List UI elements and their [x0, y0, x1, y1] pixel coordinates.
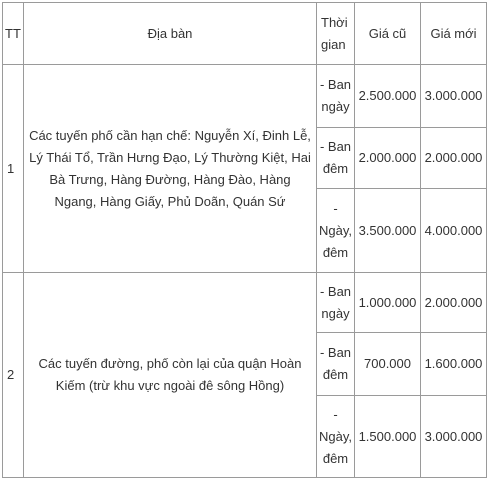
row-old-price: 1.000.000	[355, 273, 421, 333]
header-tt: TT	[3, 3, 24, 65]
row-new-price: 2.000.000	[421, 273, 487, 333]
time-line1: -	[333, 200, 338, 216]
row-new-price: 3.000.000	[421, 65, 487, 128]
row-new-price: 3.000.000	[421, 396, 487, 478]
row-time	[317, 189, 355, 273]
row-new-price: 2.000.000	[421, 128, 487, 189]
header-area: Địa bàn	[24, 3, 317, 65]
header-time-line1: Thời	[321, 14, 348, 30]
time-line1: -	[333, 406, 338, 422]
row-tt: 1	[3, 65, 24, 273]
time-line1: - Ban	[319, 77, 352, 92]
row-old-price: 2.500.000	[355, 65, 421, 128]
time-line2: ngày	[321, 99, 350, 114]
time-line2: đêm	[322, 367, 349, 382]
row-old-price: 1.500.000	[355, 396, 421, 478]
header-row	[3, 3, 487, 65]
row-old-price: 2.000.000	[355, 128, 421, 189]
row-new-price: 4.000.000	[421, 189, 487, 273]
row-time	[317, 333, 355, 396]
time-line2: đêm	[322, 161, 349, 176]
time-line2: Ngày,	[319, 428, 352, 444]
row-time	[317, 65, 355, 128]
row-time	[317, 396, 355, 478]
header-new-price: Giá mới	[421, 3, 487, 65]
time-line3: đêm	[322, 244, 349, 260]
row-area: Các tuyến đường, phố còn lại của quận Hoàn Kiếm (trừ khu vực ngoài đê sông Hồng)	[24, 273, 317, 478]
table-row	[3, 273, 487, 333]
row-old-price: 3.500.000	[355, 189, 421, 273]
parking-price-table	[2, 2, 487, 478]
time-line1: - Ban	[319, 345, 352, 360]
table-row	[3, 65, 487, 128]
time-line1: - Ban	[319, 283, 352, 299]
row-area: Các tuyến phố cần hạn chế: Nguyễn Xí, Đinh Lễ, Lý Thái Tổ, Trần Hưng Đạo, Lý Thường Kiệt, Hai Bà Trưng, Hàng Đường, Hàng Đào, Hàng Ngang, Hàng Giấy, Phủ Doãn, Quán Sứ	[24, 65, 317, 273]
row-time	[317, 273, 355, 333]
header-time-line2: gian	[321, 36, 346, 52]
row-old-price: 700.000	[355, 333, 421, 396]
time-line1: - Ban	[319, 139, 352, 154]
row-new-price: 1.600.000	[421, 333, 487, 396]
time-line2: ngày	[321, 305, 350, 321]
row-tt: 2	[3, 273, 24, 478]
row-time	[317, 128, 355, 189]
time-line2: Ngày,	[319, 222, 352, 238]
header-old-price: Giá cũ	[355, 3, 421, 65]
header-time	[317, 3, 355, 65]
time-line3: đêm	[322, 450, 349, 466]
